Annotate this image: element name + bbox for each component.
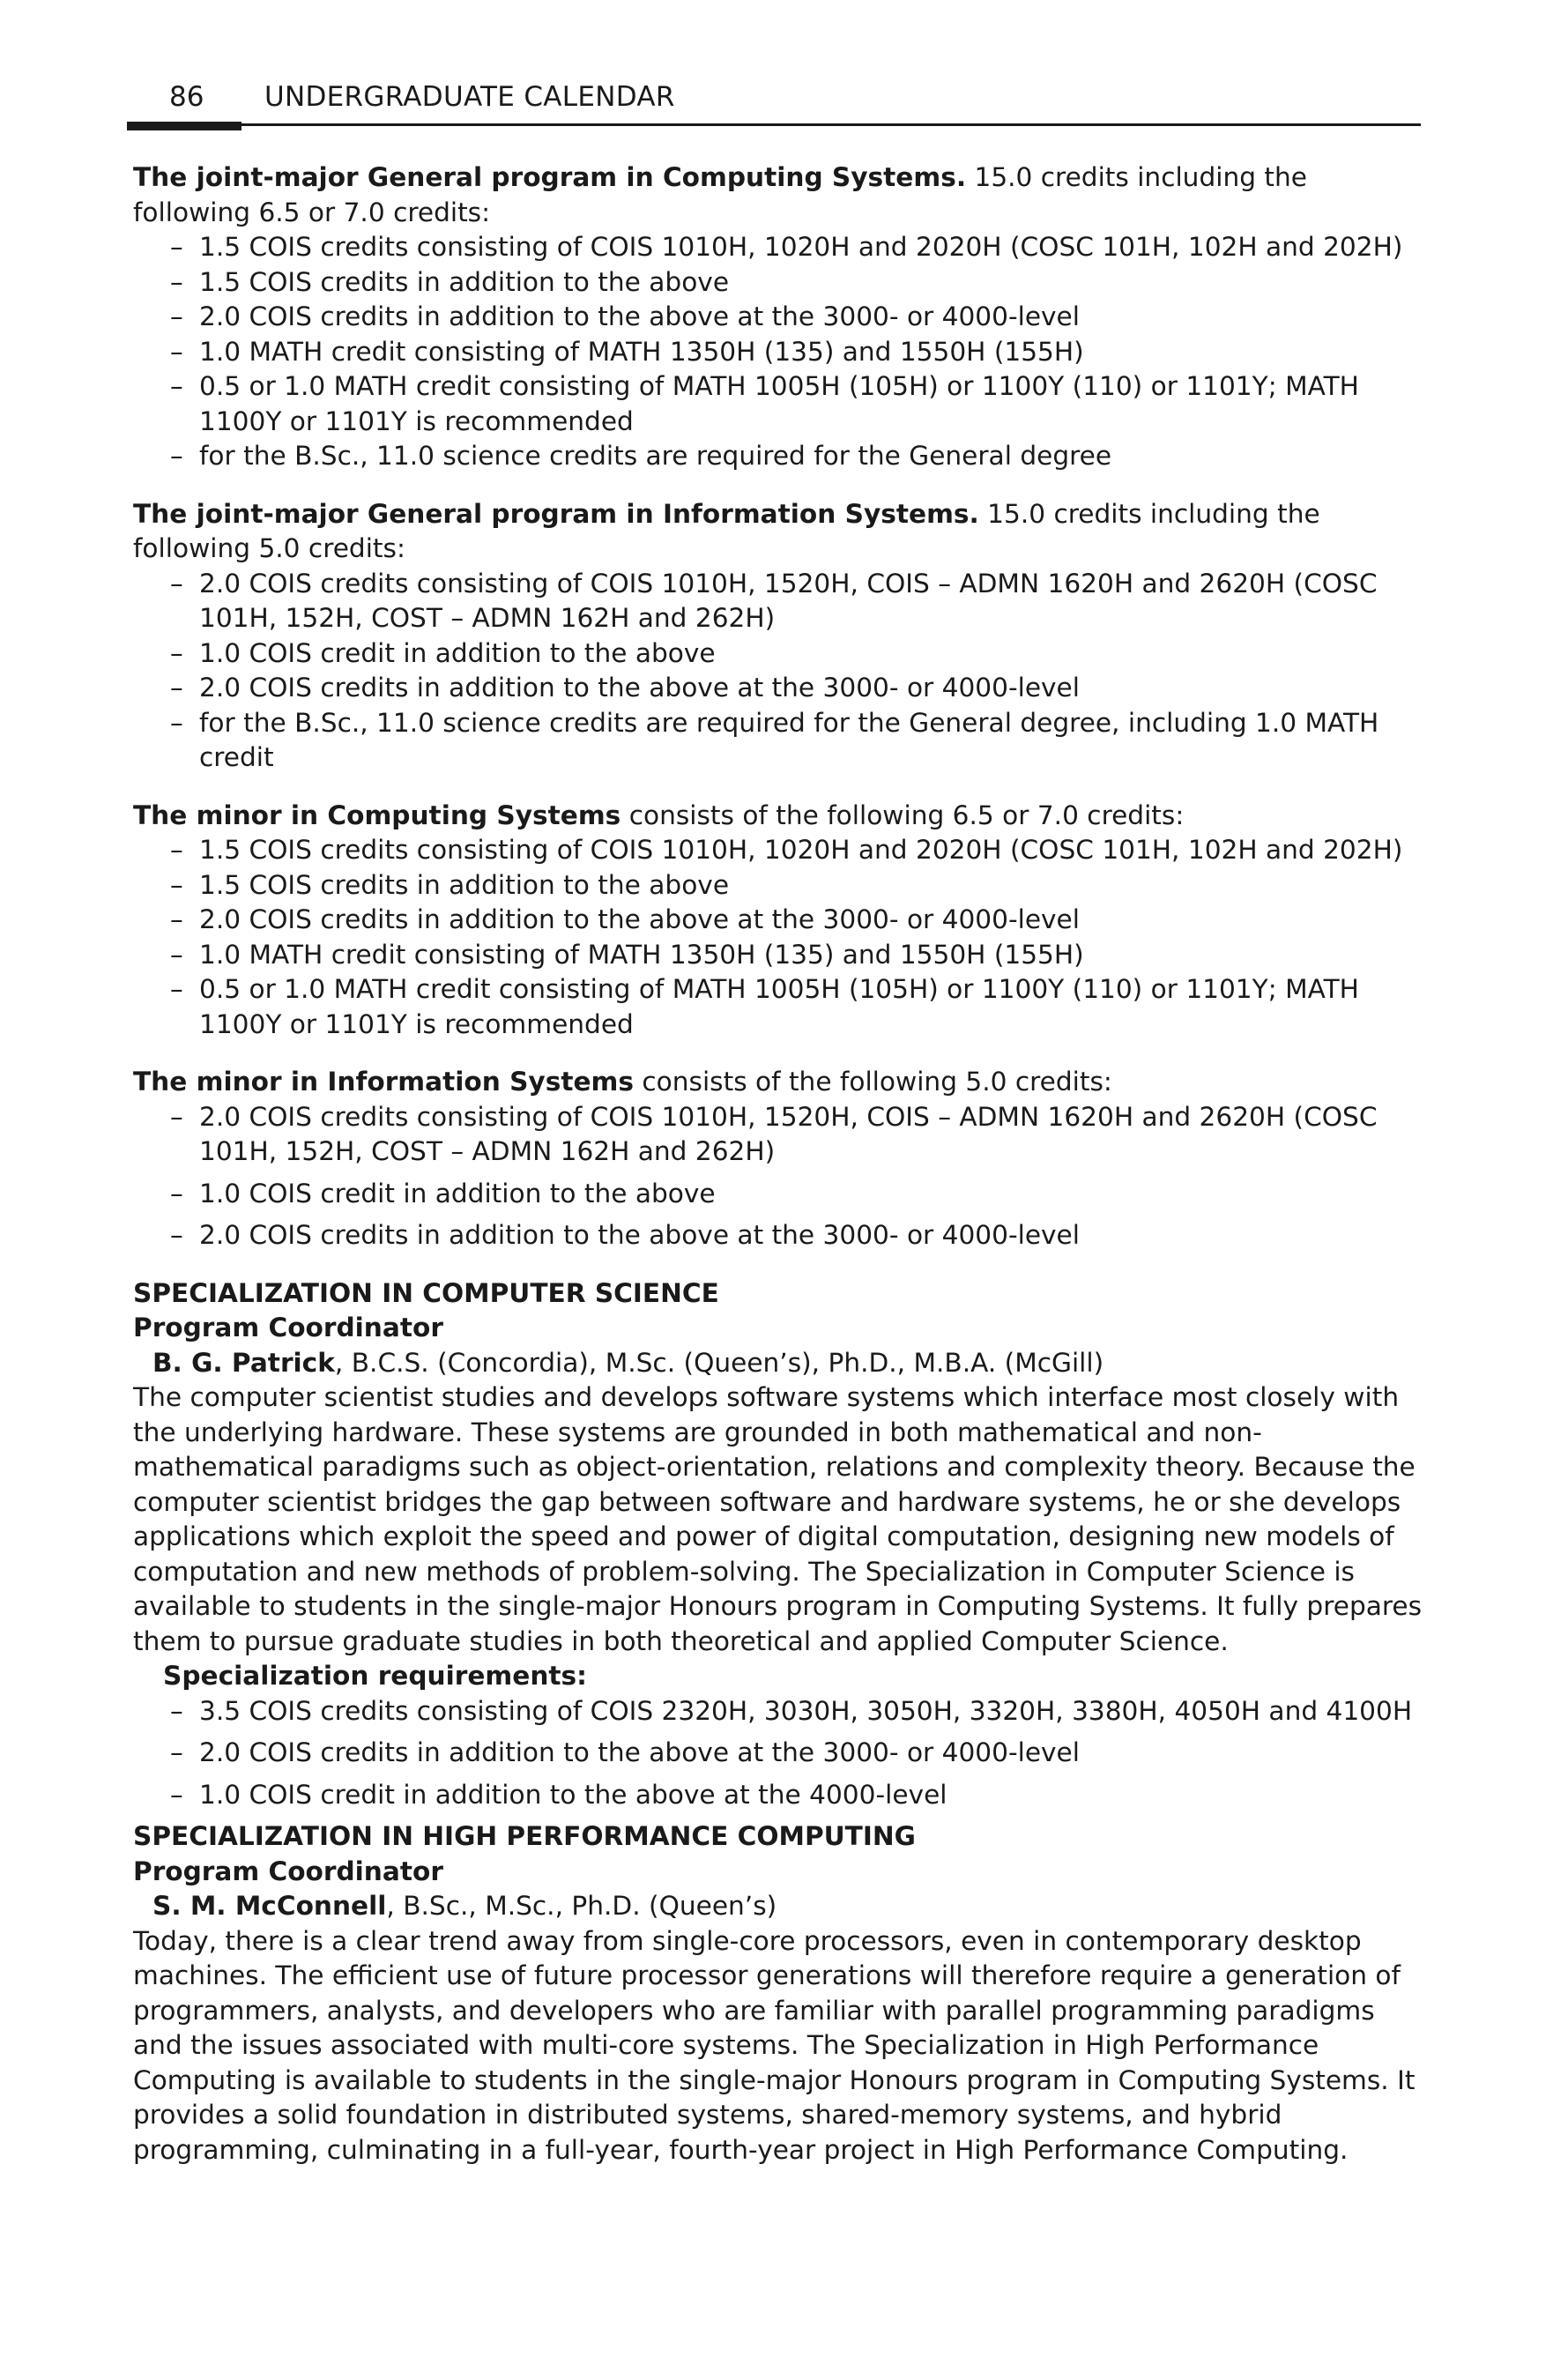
list-item: – 2.0 COIS credits consisting of COIS 1010H, 1520H, COIS – ADMN 1620H and 2620H (COSC 101H, 152H, COST – ADMN 162H and 262H) — [133, 567, 1422, 636]
program-lead — [133, 497, 1422, 567]
list-item: – 1.0 MATH credit consisting of MATH 1350H (135) and 1550H (155H) — [133, 938, 1422, 973]
specialization-high-performance-computing — [133, 1819, 1422, 2168]
list-item: – 2.0 COIS credits in addition to the above at the 3000- or 4000-level — [133, 300, 1422, 335]
coordinator-credentials: , B.C.S. (Concordia), M.Sc. (Queen’s), Ph.D., M.B.A. (McGill) — [334, 1347, 1104, 1378]
list-item: – 1.0 COIS credit in addition to the above at the 4000-level — [133, 1778, 1422, 1813]
coordinator-name: S. M. McConnell — [152, 1891, 387, 1921]
program-block-computing-systems-joint — [133, 160, 1422, 474]
program-summary: consists of the following 6.5 or 7.0 credits: — [620, 800, 1185, 830]
requirement-list — [133, 230, 1422, 474]
program-lead — [133, 1065, 1422, 1100]
list-item: – 2.0 COIS credits in addition to the above at the 3000- or 4000-level — [133, 1736, 1422, 1771]
page-number: 86 — [169, 81, 204, 113]
program-lead — [133, 799, 1422, 834]
coordinator-label: Program Coordinator — [133, 1313, 443, 1342]
list-item: – 1.5 COIS credits in addition to the above — [133, 868, 1422, 904]
program-summary: consists of the following 5.0 credits: — [634, 1067, 1112, 1097]
coordinator-line — [133, 1889, 1422, 1924]
requirement-list — [133, 833, 1422, 1042]
requirement-list — [133, 1694, 1422, 1813]
list-item: – 2.0 COIS credits in addition to the above at the 3000- or 4000-level — [133, 903, 1422, 938]
coordinator-name: B. G. Patrick — [152, 1347, 335, 1378]
header-bar — [127, 122, 241, 130]
list-item: – 0.5 or 1.0 MATH credit consisting of MATH 1005H (105H) or 1100Y (110) or 1101Y; MATH 1100Y or 1101Y is recommended — [133, 369, 1422, 439]
program-title: The minor in Information Systems — [133, 1067, 634, 1097]
program-title: The minor in Computing Systems — [133, 800, 621, 830]
list-item: – 0.5 or 1.0 MATH credit consisting of MATH 1005H (105H) or 1100Y (110) or 1101Y; MATH 1100Y or 1101Y is recommended — [133, 972, 1422, 1042]
section-heading: SPECIALIZATION IN HIGH PERFORMANCE COMPUTING — [133, 1821, 916, 1851]
program-block-information-systems-minor — [133, 1065, 1422, 1253]
program-summary: 15.0 credits including the following 5.0 credits: — [133, 498, 1320, 563]
program-title: The joint-major General program in Information Systems. — [133, 498, 979, 529]
list-item: – 1.0 COIS credit in addition to the above — [133, 1177, 1422, 1212]
requirement-list — [133, 567, 1422, 776]
list-item: – 1.0 COIS credit in addition to the above — [133, 636, 1422, 672]
list-item: – 2.0 COIS credits in addition to the above at the 3000- or 4000-level — [133, 671, 1422, 706]
running-head: UNDERGRADUATE CALENDAR — [264, 81, 675, 113]
list-item: – 1.5 COIS credits consisting of COIS 1010H, 1020H and 2020H (COSC 101H, 102H and 202H) — [133, 833, 1422, 868]
list-item: – 3.5 COIS credits consisting of COIS 2320H, 3030H, 3050H, 3320H, 3380H, 4050H and 4100H — [133, 1694, 1422, 1729]
page-header — [127, 81, 1421, 130]
header-rule — [241, 123, 1421, 126]
program-summary: 15.0 credits including the following 6.5 or 7.0 credits: — [133, 162, 1307, 227]
requirement-list — [133, 1100, 1422, 1253]
program-block-computing-systems-minor — [133, 799, 1422, 1043]
list-item: – 2.0 COIS credits consisting of COIS 1010H, 1520H, COIS – ADMN 1620H and 2620H (COSC 101H, 152H, COST – ADMN 162H and 262H) — [133, 1100, 1422, 1170]
list-item: – 1.5 COIS credits in addition to the above — [133, 265, 1422, 301]
list-item: – 1.0 MATH credit consisting of MATH 1350H (135) and 1550H (155H) — [133, 335, 1422, 370]
program-block-information-systems-joint — [133, 497, 1422, 776]
coordinator-label: Program Coordinator — [133, 1856, 443, 1886]
list-item: – for the B.Sc., 11.0 science credits are required for the General degree, including 1.0 MATH credit — [133, 706, 1422, 776]
requirements-heading: Specialization requirements: — [163, 1661, 587, 1691]
coordinator-credentials: , B.Sc., M.Sc., Ph.D. (Queen’s) — [386, 1891, 777, 1921]
coordinator-line — [133, 1346, 1422, 1381]
program-lead — [133, 160, 1422, 230]
description-paragraph: Today, there is a clear trend away from single-core processors, even in contemporary desktop machines. The efficient use of future processor generations will therefore require a generation of programmers, analysts, and developers who are familiar with parallel programming paradigms and the issues associated with multi-core systems. The Specialization in High Performance Computing is available to students in the single-major Honours program in Computing Systems. It provides a solid foundation in distributed systems, shared-memory systems, and hybrid programming, culminating in a full-year, fourth-year project in High Performance Computing. — [133, 1925, 1416, 2165]
list-item: – for the B.Sc., 11.0 science credits are required for the General degree — [133, 439, 1422, 474]
list-item: – 2.0 COIS credits in addition to the above at the 3000- or 4000-level — [133, 1218, 1422, 1253]
description-paragraph: The computer scientist studies and develops software systems which interface most closely with the underlying hardware. These systems are grounded in both mathematical and non-mathematical paradigms such as object-orientation, relations and complexity theory. Because the computer scientist bridges the gap between software and hardware systems, he or she develops applications which exploit the speed and power of digital computation, designing new models of computation and new methods of problem-solving. The Specialization in Computer Science is available to students in the single-major Honours program in Computing Systems. It fully prepares them to pursue graduate studies in both theoretical and applied Computer Science. — [133, 1382, 1423, 1656]
page-body — [133, 160, 1422, 2168]
program-title: The joint-major General program in Computing Systems. — [133, 162, 967, 192]
section-heading: SPECIALIZATION IN COMPUTER SCIENCE — [133, 1277, 719, 1308]
list-item: – 1.5 COIS credits consisting of COIS 1010H, 1020H and 2020H (COSC 101H, 102H and 202H) — [133, 230, 1422, 265]
specialization-computer-science — [133, 1276, 1422, 1813]
